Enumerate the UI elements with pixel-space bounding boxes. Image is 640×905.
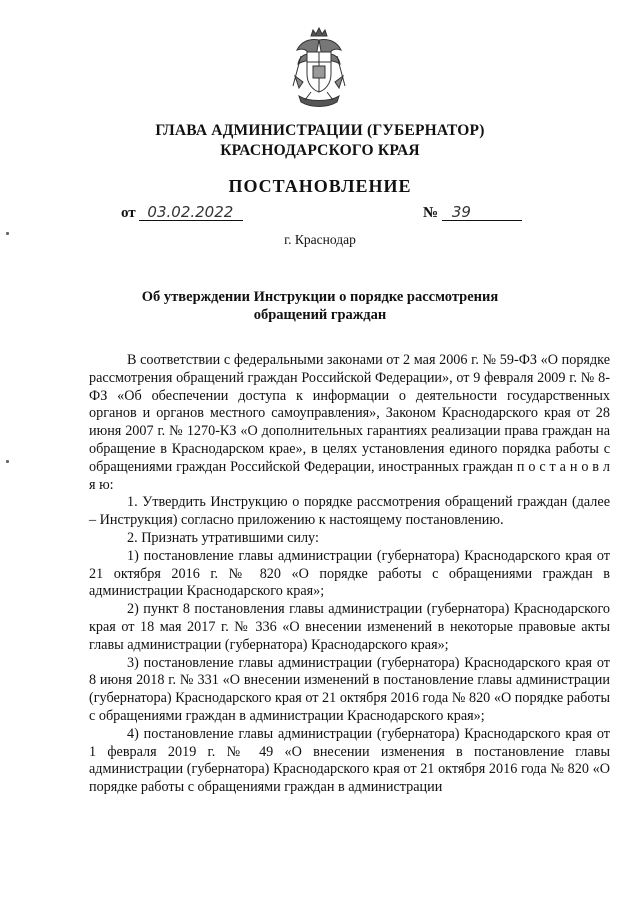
number-prefix: №	[423, 205, 439, 221]
date-prefix: от	[121, 205, 136, 221]
title-line1: Об утверждении Инструкции о порядке рассмотрения	[141, 289, 499, 305]
number-line	[423, 204, 522, 222]
paragraph-preamble: В соответствии с федеральными законами от 2 мая 2006 г. № 59-ФЗ «О порядке рассмотрения обращений граждан Российской Федерации», от 9 февраля 2009 г. № 8-ФЗ «Об обеспечении доступа к информации о деятельности государственных органов и органов местного самоуправления», Законом Краснодарского края от 28 июня 2007 г. № 1270-КЗ «О дополнительных гарантиях реализации права граждан на обращение в Краснодарском крае», в целях установления единого порядка работы с обращениями граждан Российской Федерации, иностранных граждан п о с т а н о в л я ю:	[89, 352, 610, 493]
paragraph-subitem-3: 3) постановление главы администрации (губернатора) Краснодарского края от 8 июня 2018 г. № 331 «О внесении изменений в постановление главы администрации (губернатора) Краснодарского края от 21 октября 2016 года № 820 «О порядке работы с обращениями граждан в администрации Краснодарского края»;	[89, 654, 610, 724]
organization-name-line2: КРАСНОДАРСКОГО КРАЯ	[220, 142, 420, 159]
document-number: 39	[442, 204, 522, 221]
paragraph-item-1: 1. Утвердить Инструкцию о порядке рассмотрения обращений граждан (далее – Инструкция) согласно приложению к настоящему постановлению.	[89, 494, 610, 529]
title-line2: обращений граждан	[253, 307, 387, 323]
paragraph-subitem-4: 4) постановление главы администрации (губернатора) Краснодарского края от 1 февраля 2019 г. № 49 «О внесении изменения в постановление главы администрации (губернатора) Краснодарского края от 21 октября 2016 года № 820 «О порядке работы с обращениями граждан в администрации	[89, 725, 610, 796]
document-body	[89, 352, 610, 797]
date-line	[121, 204, 243, 222]
paragraph-subitem-1: 1) постановление главы администрации (губернатора) Краснодарского края от 21 октября 2016 г. № 820 «О порядке работы с обращениями граждан в администрации Краснодарского края»;	[89, 547, 610, 600]
organization-name-line1: ГЛАВА АДМИНИСТРАЦИИ (ГУБЕРНАТОР)	[155, 122, 485, 139]
coat-of-arms-icon	[289, 26, 349, 110]
scan-mark	[6, 232, 9, 235]
document-type: ПОСТАНОВЛЕНИЕ	[228, 176, 412, 196]
city: г. Краснодар	[284, 232, 356, 247]
date-value: 03.02.2022	[139, 204, 243, 221]
paragraph-subitem-2: 2) пункт 8 постановления главы администрации (губернатора) Краснодарского края от 18 мая 2017 г. № 336 «О внесении изменений в некоторые правовые акты главы администрации (губернатора) Краснодарского края»;	[89, 601, 610, 653]
paragraph-item-2: 2. Признать утратившими силу:	[127, 529, 319, 546]
scan-mark	[6, 460, 9, 463]
document-title	[120, 288, 520, 324]
